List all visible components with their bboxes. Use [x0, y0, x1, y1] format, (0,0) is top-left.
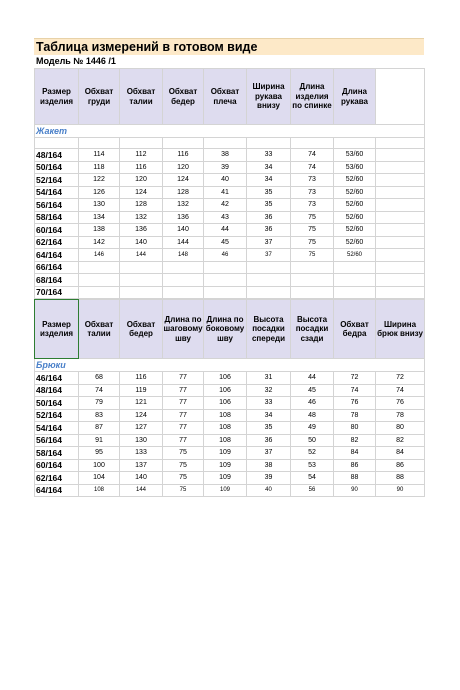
- value-cell[interactable]: 72: [376, 372, 425, 385]
- value-cell[interactable]: 148: [163, 249, 204, 262]
- value-cell[interactable]: 130: [120, 434, 163, 447]
- header-cell[interactable]: Обхват бедра: [334, 300, 376, 359]
- empty-cell[interactable]: [163, 138, 204, 149]
- value-cell[interactable]: 42: [204, 199, 247, 212]
- empty-cell[interactable]: [376, 174, 425, 187]
- table-row: [35, 161, 425, 174]
- value-cell[interactable]: 48: [291, 409, 334, 422]
- value-cell[interactable]: 52/60: [334, 174, 376, 187]
- value-cell[interactable]: 46: [204, 249, 247, 262]
- value-cell[interactable]: 68: [79, 372, 120, 385]
- header-cell[interactable]: Ширина рукава внизу: [247, 69, 291, 125]
- value-cell[interactable]: 88: [376, 472, 425, 485]
- value-cell[interactable]: [120, 261, 163, 274]
- value-cell[interactable]: 33: [247, 397, 291, 410]
- empty-cell[interactable]: [376, 161, 425, 174]
- value-cell[interactable]: 122: [79, 174, 120, 187]
- table-row: [35, 224, 425, 237]
- value-cell[interactable]: 132: [163, 199, 204, 212]
- value-cell[interactable]: 116: [120, 161, 163, 174]
- value-cell[interactable]: 45: [291, 384, 334, 397]
- value-cell[interactable]: [334, 274, 376, 287]
- value-cell[interactable]: 44: [291, 372, 334, 385]
- value-cell[interactable]: 128: [163, 186, 204, 199]
- value-cell[interactable]: 146: [79, 249, 120, 262]
- empty-cell[interactable]: [79, 138, 120, 149]
- value-cell[interactable]: 37: [247, 447, 291, 460]
- value-cell[interactable]: [163, 274, 204, 287]
- value-cell[interactable]: 74: [291, 149, 334, 162]
- size-cell[interactable]: 48/164: [35, 149, 79, 162]
- value-cell[interactable]: 39: [204, 161, 247, 174]
- table-row: [35, 174, 425, 187]
- table-row: [35, 372, 425, 385]
- value-cell[interactable]: 38: [204, 149, 247, 162]
- value-cell[interactable]: 82: [334, 434, 376, 447]
- size-cell[interactable]: 64/164: [35, 249, 79, 262]
- value-cell[interactable]: 116: [120, 372, 163, 385]
- header-cell[interactable]: Обхват груди: [79, 69, 120, 125]
- header-cell[interactable]: Обхват бедер: [120, 300, 163, 359]
- trousers-section-row: [35, 359, 425, 372]
- value-cell[interactable]: 32: [247, 384, 291, 397]
- value-cell[interactable]: 40: [247, 484, 291, 497]
- value-cell[interactable]: 76: [376, 397, 425, 410]
- empty-cell[interactable]: [376, 274, 425, 287]
- header-cell[interactable]: Обхват бедер: [163, 69, 204, 125]
- header-cell[interactable]: Длина рукава: [334, 69, 376, 125]
- value-cell[interactable]: 33: [247, 149, 291, 162]
- header-cell[interactable]: Размер изделия: [35, 69, 79, 125]
- header-cell[interactable]: Обхват плеча: [204, 69, 247, 125]
- value-cell[interactable]: 77: [163, 422, 204, 435]
- table-row: [35, 484, 425, 497]
- value-cell[interactable]: 108: [204, 409, 247, 422]
- value-cell[interactable]: 128: [120, 199, 163, 212]
- value-cell[interactable]: [204, 274, 247, 287]
- value-cell[interactable]: 80: [334, 422, 376, 435]
- table-row: [35, 409, 425, 422]
- empty-cell[interactable]: [291, 138, 334, 149]
- value-cell[interactable]: 106: [204, 397, 247, 410]
- header-cell[interactable]: Обхват талии: [120, 69, 163, 125]
- value-cell[interactable]: 86: [376, 459, 425, 472]
- value-cell[interactable]: 106: [204, 384, 247, 397]
- value-cell[interactable]: 39: [247, 472, 291, 485]
- header-cell[interactable]: Ширина брюк внизу: [376, 300, 425, 359]
- value-cell[interactable]: 34: [247, 174, 291, 187]
- value-cell[interactable]: 44: [204, 224, 247, 237]
- size-cell[interactable]: 62/164: [35, 236, 79, 249]
- value-cell[interactable]: [163, 261, 204, 274]
- value-cell[interactable]: 37: [247, 236, 291, 249]
- value-cell[interactable]: 78: [334, 409, 376, 422]
- value-cell[interactable]: [204, 286, 247, 299]
- value-cell[interactable]: 118: [79, 161, 120, 174]
- size-cell[interactable]: 48/164: [35, 384, 79, 397]
- value-cell[interactable]: 52/60: [334, 236, 376, 249]
- size-cell[interactable]: 64/164: [35, 484, 79, 497]
- value-cell[interactable]: 75: [291, 249, 334, 262]
- empty-cell[interactable]: [247, 138, 291, 149]
- value-cell[interactable]: 54: [291, 472, 334, 485]
- value-cell[interactable]: 34: [247, 409, 291, 422]
- value-cell[interactable]: 132: [120, 211, 163, 224]
- value-cell[interactable]: 87: [79, 422, 120, 435]
- empty-cell[interactable]: [376, 224, 425, 237]
- sheet-title: Таблица измерений в готовом виде: [34, 38, 424, 55]
- value-cell[interactable]: 83: [79, 409, 120, 422]
- value-cell[interactable]: 90: [334, 484, 376, 497]
- value-cell[interactable]: 77: [163, 397, 204, 410]
- value-cell[interactable]: 109: [204, 447, 247, 460]
- empty-cell[interactable]: [376, 186, 425, 199]
- header-cell[interactable]: Высота посадки сзади: [291, 300, 334, 359]
- value-cell[interactable]: 88: [334, 472, 376, 485]
- value-cell[interactable]: 120: [163, 161, 204, 174]
- table-row: [35, 384, 425, 397]
- table-row: [35, 199, 425, 212]
- value-cell[interactable]: 40: [204, 174, 247, 187]
- value-cell[interactable]: 124: [120, 409, 163, 422]
- value-cell[interactable]: 35: [247, 186, 291, 199]
- size-cell[interactable]: 58/164: [35, 447, 79, 460]
- value-cell[interactable]: 74: [334, 384, 376, 397]
- trousers-header-row: [35, 300, 425, 359]
- size-cell[interactable]: 52/164: [35, 409, 79, 422]
- size-cell[interactable]: 56/164: [35, 434, 79, 447]
- value-cell[interactable]: 144: [163, 236, 204, 249]
- value-cell[interactable]: 53/60: [334, 149, 376, 162]
- value-cell[interactable]: 136: [163, 211, 204, 224]
- empty-cell[interactable]: [376, 211, 425, 224]
- value-cell[interactable]: [291, 286, 334, 299]
- jacket-table: [34, 68, 425, 299]
- value-cell[interactable]: 79: [79, 397, 120, 410]
- size-cell[interactable]: 62/164: [35, 472, 79, 485]
- value-cell[interactable]: 75: [163, 484, 204, 497]
- value-cell[interactable]: 35: [247, 422, 291, 435]
- value-cell[interactable]: 121: [120, 397, 163, 410]
- value-cell[interactable]: 46: [291, 397, 334, 410]
- table-row: [35, 249, 425, 262]
- value-cell[interactable]: 80: [376, 422, 425, 435]
- value-cell[interactable]: 43: [204, 211, 247, 224]
- value-cell[interactable]: 52/60: [334, 224, 376, 237]
- empty-cell[interactable]: [120, 138, 163, 149]
- size-cell[interactable]: 54/164: [35, 422, 79, 435]
- value-cell[interactable]: 140: [120, 236, 163, 249]
- value-cell[interactable]: 114: [79, 149, 120, 162]
- table-row: [35, 447, 425, 460]
- table-row: [35, 397, 425, 410]
- empty-cell[interactable]: [376, 199, 425, 212]
- value-cell[interactable]: 53/60: [334, 161, 376, 174]
- value-cell[interactable]: 73: [291, 174, 334, 187]
- value-cell[interactable]: 82: [376, 434, 425, 447]
- value-cell[interactable]: 52/60: [334, 211, 376, 224]
- value-cell[interactable]: 144: [120, 484, 163, 497]
- header-cell[interactable]: Высота посадки спереди: [247, 300, 291, 359]
- empty-cell[interactable]: [334, 138, 376, 149]
- value-cell[interactable]: [291, 261, 334, 274]
- trousers-table: [34, 299, 425, 497]
- value-cell[interactable]: 84: [334, 447, 376, 460]
- size-cell[interactable]: 46/164: [35, 372, 79, 385]
- value-cell[interactable]: 106: [204, 372, 247, 385]
- table-row: [35, 434, 425, 447]
- value-cell[interactable]: 108: [204, 434, 247, 447]
- table-row: [35, 459, 425, 472]
- value-cell[interactable]: 74: [291, 161, 334, 174]
- empty-cell[interactable]: [376, 236, 425, 249]
- value-cell[interactable]: [204, 261, 247, 274]
- value-cell[interactable]: [334, 261, 376, 274]
- value-cell[interactable]: [291, 274, 334, 287]
- value-cell[interactable]: 126: [79, 186, 120, 199]
- jacket-section-row: [35, 125, 425, 138]
- value-cell[interactable]: 120: [120, 174, 163, 187]
- value-cell[interactable]: 75: [291, 236, 334, 249]
- measurement-sheet: [34, 38, 424, 497]
- value-cell[interactable]: [120, 274, 163, 287]
- value-cell[interactable]: [163, 286, 204, 299]
- header-cell[interactable]: Длина по боковому шву: [204, 300, 247, 359]
- value-cell[interactable]: 100: [79, 459, 120, 472]
- header-cell[interactable]: Размер изделия: [35, 300, 79, 359]
- table-row: [35, 261, 425, 274]
- empty-cell[interactable]: [376, 286, 425, 299]
- value-cell[interactable]: 78: [376, 409, 425, 422]
- value-cell[interactable]: [247, 274, 291, 287]
- table-row: [35, 286, 425, 299]
- size-cell[interactable]: 60/164: [35, 459, 79, 472]
- value-cell[interactable]: 74: [376, 384, 425, 397]
- value-cell[interactable]: 140: [163, 224, 204, 237]
- value-cell[interactable]: 75: [163, 459, 204, 472]
- value-cell[interactable]: 75: [291, 224, 334, 237]
- empty-cell[interactable]: [204, 138, 247, 149]
- spacer-row: [35, 138, 425, 149]
- value-cell[interactable]: 75: [291, 211, 334, 224]
- value-cell[interactable]: [79, 286, 120, 299]
- value-cell[interactable]: 112: [120, 149, 163, 162]
- value-cell[interactable]: 95: [79, 447, 120, 460]
- value-cell[interactable]: 74: [79, 384, 120, 397]
- value-cell[interactable]: 73: [291, 199, 334, 212]
- value-cell[interactable]: 84: [376, 447, 425, 460]
- value-cell[interactable]: 119: [120, 384, 163, 397]
- size-cell[interactable]: 52/164: [35, 174, 79, 187]
- value-cell[interactable]: 49: [291, 422, 334, 435]
- value-cell[interactable]: 72: [334, 372, 376, 385]
- size-cell[interactable]: 54/164: [35, 186, 79, 199]
- empty-cell[interactable]: [376, 249, 425, 262]
- value-cell[interactable]: 109: [204, 484, 247, 497]
- value-cell[interactable]: 77: [163, 372, 204, 385]
- empty-cell[interactable]: [376, 138, 425, 149]
- value-cell[interactable]: [120, 286, 163, 299]
- value-cell[interactable]: 52/60: [334, 186, 376, 199]
- value-cell[interactable]: 116: [163, 149, 204, 162]
- value-cell[interactable]: 124: [120, 186, 163, 199]
- value-cell[interactable]: 124: [163, 174, 204, 187]
- value-cell[interactable]: 86: [334, 459, 376, 472]
- value-cell[interactable]: 138: [79, 224, 120, 237]
- table-row: [35, 149, 425, 162]
- value-cell[interactable]: 77: [163, 384, 204, 397]
- empty-cell[interactable]: [376, 261, 425, 274]
- size-cell[interactable]: 66/164: [35, 261, 79, 274]
- header-cell[interactable]: Длина изделия по спинке: [291, 69, 334, 125]
- value-cell[interactable]: 37: [247, 249, 291, 262]
- empty-cell[interactable]: [376, 69, 425, 125]
- value-cell[interactable]: 76: [334, 397, 376, 410]
- value-cell[interactable]: 36: [247, 434, 291, 447]
- size-cell[interactable]: 50/164: [35, 161, 79, 174]
- value-cell[interactable]: 140: [120, 472, 163, 485]
- value-cell[interactable]: 56: [291, 484, 334, 497]
- header-cell[interactable]: Обхват талии: [79, 300, 120, 359]
- value-cell[interactable]: 41: [204, 186, 247, 199]
- value-cell[interactable]: 45: [204, 236, 247, 249]
- value-cell[interactable]: [247, 286, 291, 299]
- value-cell[interactable]: 34: [247, 161, 291, 174]
- value-cell[interactable]: 127: [120, 422, 163, 435]
- value-cell[interactable]: 53: [291, 459, 334, 472]
- size-cell[interactable]: 56/164: [35, 199, 79, 212]
- value-cell[interactable]: [247, 261, 291, 274]
- value-cell[interactable]: 136: [120, 224, 163, 237]
- value-cell[interactable]: 90: [376, 484, 425, 497]
- value-cell[interactable]: 142: [79, 236, 120, 249]
- value-cell[interactable]: [79, 261, 120, 274]
- jacket-header-row: [35, 69, 425, 125]
- value-cell[interactable]: 104: [79, 472, 120, 485]
- value-cell[interactable]: 77: [163, 409, 204, 422]
- value-cell[interactable]: 130: [79, 199, 120, 212]
- value-cell[interactable]: [334, 286, 376, 299]
- table-row: [35, 422, 425, 435]
- table-row: [35, 236, 425, 249]
- value-cell[interactable]: 137: [120, 459, 163, 472]
- value-cell[interactable]: 108: [79, 484, 120, 497]
- value-cell[interactable]: [79, 274, 120, 287]
- table-row: [35, 472, 425, 485]
- value-cell[interactable]: 38: [247, 459, 291, 472]
- value-cell[interactable]: 35: [247, 199, 291, 212]
- value-cell[interactable]: 36: [247, 224, 291, 237]
- size-cell[interactable]: 58/164: [35, 211, 79, 224]
- table-row: [35, 211, 425, 224]
- value-cell[interactable]: 50: [291, 434, 334, 447]
- value-cell[interactable]: 31: [247, 372, 291, 385]
- value-cell[interactable]: 133: [120, 447, 163, 460]
- size-cell[interactable]: 60/164: [35, 224, 79, 237]
- value-cell[interactable]: 77: [163, 434, 204, 447]
- model-number: Модель № 1446 /1: [36, 56, 116, 66]
- value-cell[interactable]: 52/60: [334, 199, 376, 212]
- value-cell[interactable]: 109: [204, 472, 247, 485]
- jacket-section-label[interactable]: Жакет: [35, 125, 425, 138]
- value-cell[interactable]: 134: [79, 211, 120, 224]
- value-cell[interactable]: 108: [204, 422, 247, 435]
- table-row: [35, 186, 425, 199]
- value-cell[interactable]: 109: [204, 459, 247, 472]
- value-cell[interactable]: 52: [291, 447, 334, 460]
- value-cell[interactable]: 144: [120, 249, 163, 262]
- header-cell[interactable]: Длина по шаговому шву: [163, 300, 204, 359]
- value-cell[interactable]: 91: [79, 434, 120, 447]
- value-cell[interactable]: 52/60: [334, 249, 376, 262]
- value-cell[interactable]: 75: [163, 472, 204, 485]
- value-cell[interactable]: 73: [291, 186, 334, 199]
- table-row: [35, 274, 425, 287]
- trousers-section-label[interactable]: Брюки: [35, 359, 425, 372]
- size-cell[interactable]: 70/164: [35, 286, 79, 299]
- value-cell[interactable]: 36: [247, 211, 291, 224]
- empty-cell[interactable]: [376, 149, 425, 162]
- value-cell[interactable]: 75: [163, 447, 204, 460]
- size-cell[interactable]: 68/164: [35, 274, 79, 287]
- empty-cell[interactable]: [35, 138, 79, 149]
- size-cell[interactable]: 50/164: [35, 397, 79, 410]
